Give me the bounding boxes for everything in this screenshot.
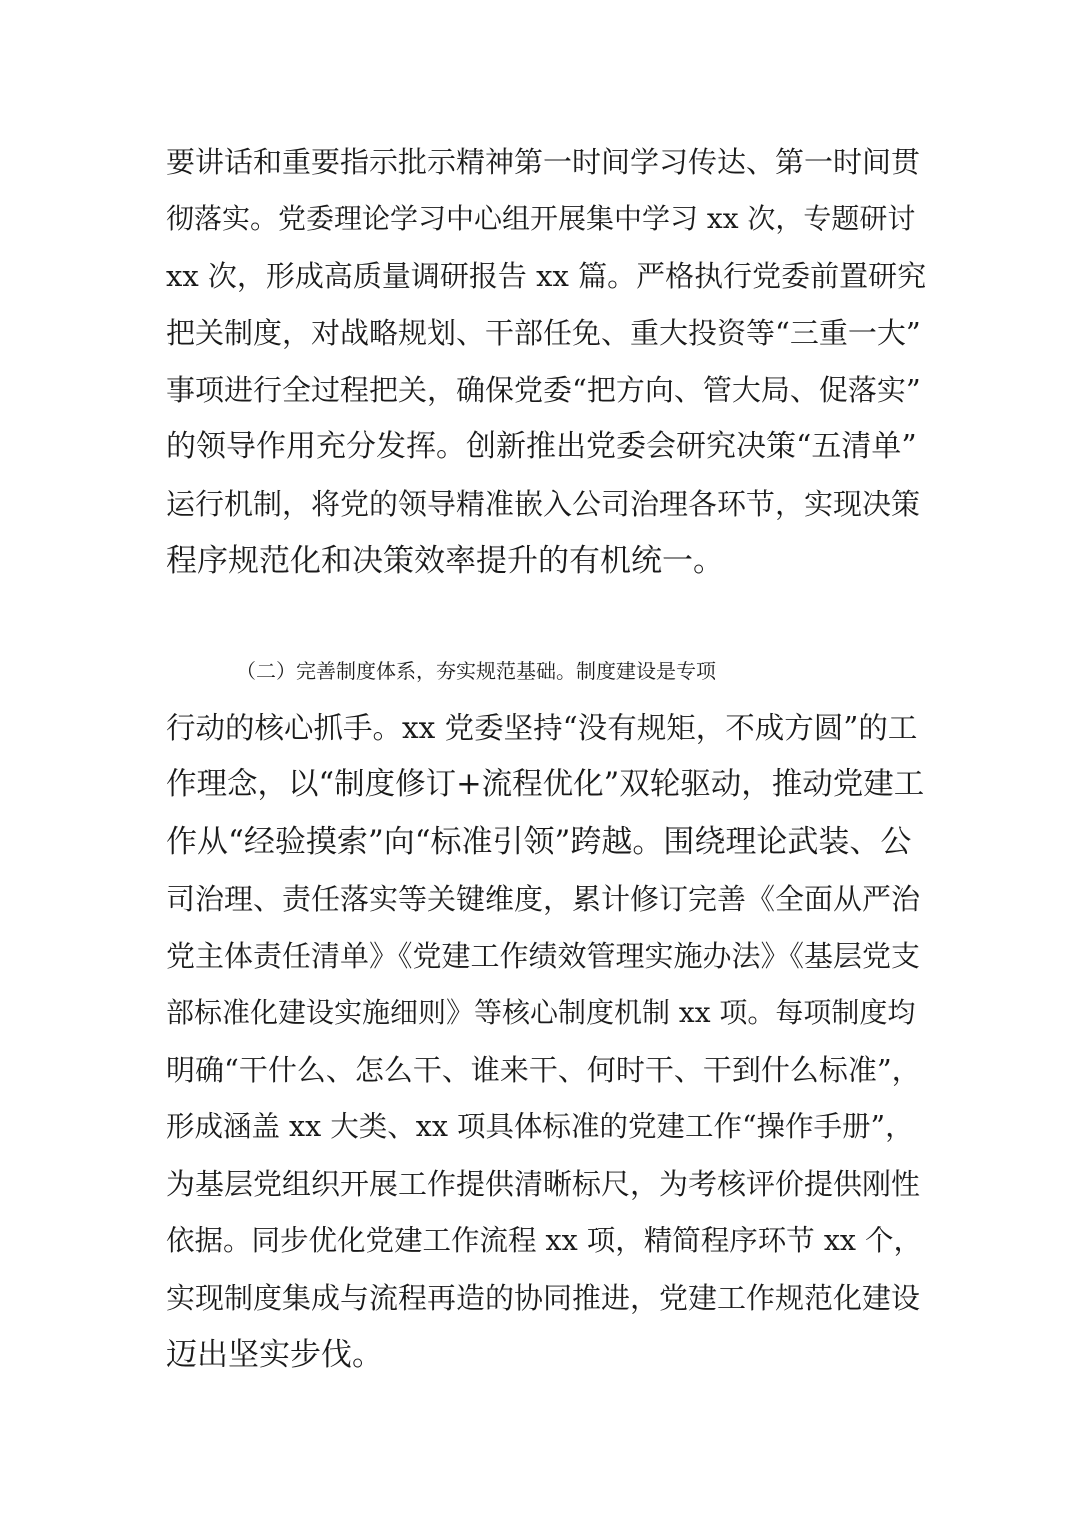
paragraph-2-line: 作理念，以“制度修订+流程优化”双轮驱动，推动党建工	[166, 767, 925, 802]
paragraph-2-line: 行动的核心抓手。xx 党委坚持“没有规矩，不成方圆”的工	[166, 711, 918, 745]
paragraph-1-line: 运行机制，将党的领导精准嵌入公司治理各环节，实现决策	[166, 487, 921, 521]
paragraph-2-line: 明确“干什么、怎么干、谁来干、何时干、干到什么标准”，	[166, 1053, 921, 1087]
paragraph-2-heading-line: （二）完善制度体系，夯实规范基础。制度建设是专项	[236, 659, 716, 683]
paragraph-2-line: 为基层党组织开展工作提供清晰标尺，为考核评价提供刚性	[166, 1167, 921, 1201]
paragraph-1-line: 程序规范化和决策效率提升的有机统一。	[166, 543, 724, 579]
paragraph-1-line: 彻落实。党委理论学习中心组开展集中学习 xx 次，专题研讨	[166, 202, 916, 235]
paragraph-1-line: 把关制度，对战略规划、干部任免、重大投资等“三重一大”	[166, 316, 921, 350]
paragraph-1-line: 的领导作用充分发挥。创新推出党委会研究决策“五清单”	[166, 429, 917, 464]
paragraph-2-line: 作从“经验摸索”向“标准引领”跨越。围绕理论武装、公	[166, 824, 912, 860]
paragraph-2-line: 司治理、责任落实等关键维度，累计修订完善《全面从严治	[166, 882, 921, 916]
paragraph-2-line: 形成涵盖 xx 大类、xx 项具体标准的党建工作“操作手册”，	[166, 1110, 914, 1143]
paragraph-2-line: 党主体责任清单》《党建工作绩效管理实施办法》《基层党支	[166, 939, 921, 973]
paragraph-1-line: xx 次，形成高质量调研报告 xx 篇。严格执行党委前置研究	[166, 259, 927, 293]
paragraph-2-line: 部标准化建设实施细则》等核心制度机制 xx 项。每项制度均	[166, 996, 916, 1029]
paragraph-2-line: 依据。同步优化党建工作流程 xx 项，精简程序环节 xx 个，	[166, 1224, 923, 1257]
paragraph-1-line: 要讲话和重要指示批示精神第一时间学习传达、第一时间贯	[166, 145, 921, 179]
paragraph-2-line: 迈出坚实步伐。	[166, 1337, 383, 1373]
paragraph-2-line: 实现制度集成与流程再造的协同推进，党建工作规范化建设	[166, 1281, 921, 1315]
paragraph-1-line: 事项进行全过程把关，确保党委“把方向、管大局、促落实”	[166, 373, 921, 407]
